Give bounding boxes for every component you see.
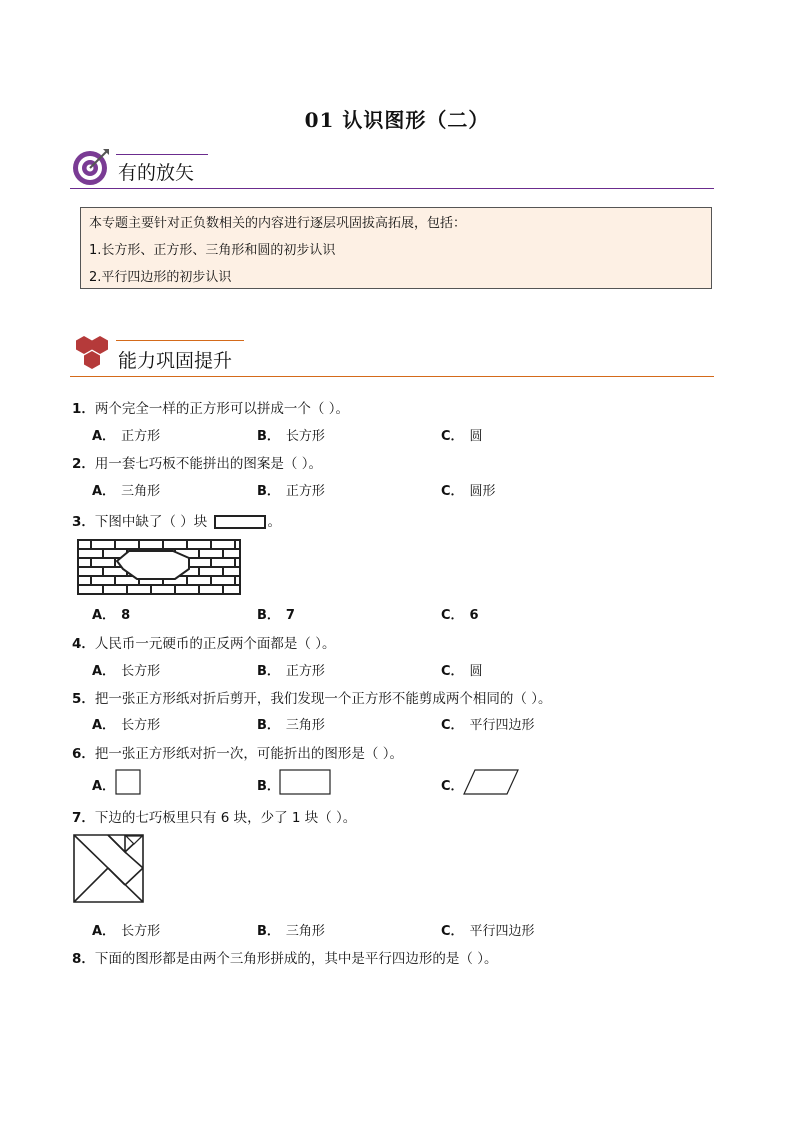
option-2a: A． 三角形 [92, 484, 161, 499]
question-4: 4．人民币一元硬币的正反两个面都是（ ）。 [72, 636, 336, 652]
option-7a: A． 长方形 [92, 924, 161, 939]
option-7c: C． 平行四边形 [441, 924, 535, 939]
brick-icon [214, 515, 266, 529]
option-5b: B． 三角形 [257, 718, 325, 733]
section-title-1: 有的放矢 [118, 162, 195, 184]
question-6: 6．把一张正方形纸对折一次，可能折出的图形是（ ）。 [72, 746, 403, 762]
option-2c: C． 圆形 [441, 484, 496, 499]
option-7b: B． 三角形 [257, 924, 325, 939]
option-5a: A． 长方形 [92, 718, 161, 733]
rectangle-shape [279, 769, 331, 795]
brick-wall-figure [77, 539, 241, 595]
intro-line: 本专题主要针对正负数相关的内容进行逐层巩固拔高拓展，包括： [89, 216, 467, 231]
option-3a: A． 8 [92, 608, 131, 623]
target-icon [70, 146, 112, 188]
option-3b: B． 7 [257, 608, 295, 623]
question-8: 8．下面的图形都是由两个三角形拼成的，其中是平行四边形的是（ ）。 [72, 951, 498, 967]
option-6b: B． [257, 779, 280, 794]
option-2b: B． 正方形 [257, 484, 325, 499]
option-6a: A． [92, 779, 116, 794]
option-6c: C． [441, 779, 464, 794]
question-3: 3．下图中缺了（ ）块 。 [72, 514, 281, 530]
option-1a: A． 正方形 [92, 429, 161, 444]
option-5c: C． 平行四边形 [441, 718, 535, 733]
section-title-2: 能力巩固提升 [118, 350, 233, 372]
question-1: 1．两个完全一样的正方形可以拼成一个（ ）。 [72, 401, 349, 417]
option-1c: C． 圆 [441, 429, 483, 444]
option-3c: C． 6 [441, 608, 479, 623]
intro-line: 1.长方形、正方形、三角形和圆的初步认识 [89, 243, 336, 258]
section-header-2 [70, 334, 714, 380]
page-title: 01 认识图形（二） [304, 108, 490, 132]
hexagon-icon [70, 334, 114, 376]
question-7: 7．下边的七巧板里只有 6 块，少了 1 块（ ）。 [72, 810, 357, 826]
intro-line: 2.平行四边形的初步认识 [89, 270, 232, 285]
square-shape [115, 769, 141, 795]
question-2: 2．用一套七巧板不能拼出的图案是（ ）。 [72, 456, 322, 472]
question-5: 5．把一张正方形纸对折后剪开，我们发现一个正方形不能剪成两个相同的（ ）。 [72, 691, 552, 707]
parallelogram-shape [463, 769, 519, 795]
tangram-figure [73, 834, 145, 904]
option-1b: B． 长方形 [257, 429, 325, 444]
section-header-1 [70, 146, 714, 192]
option-4b: B． 正方形 [257, 664, 325, 679]
option-4a: A． 长方形 [92, 664, 161, 679]
option-4c: C． 圆 [441, 664, 483, 679]
intro-box [80, 207, 712, 289]
